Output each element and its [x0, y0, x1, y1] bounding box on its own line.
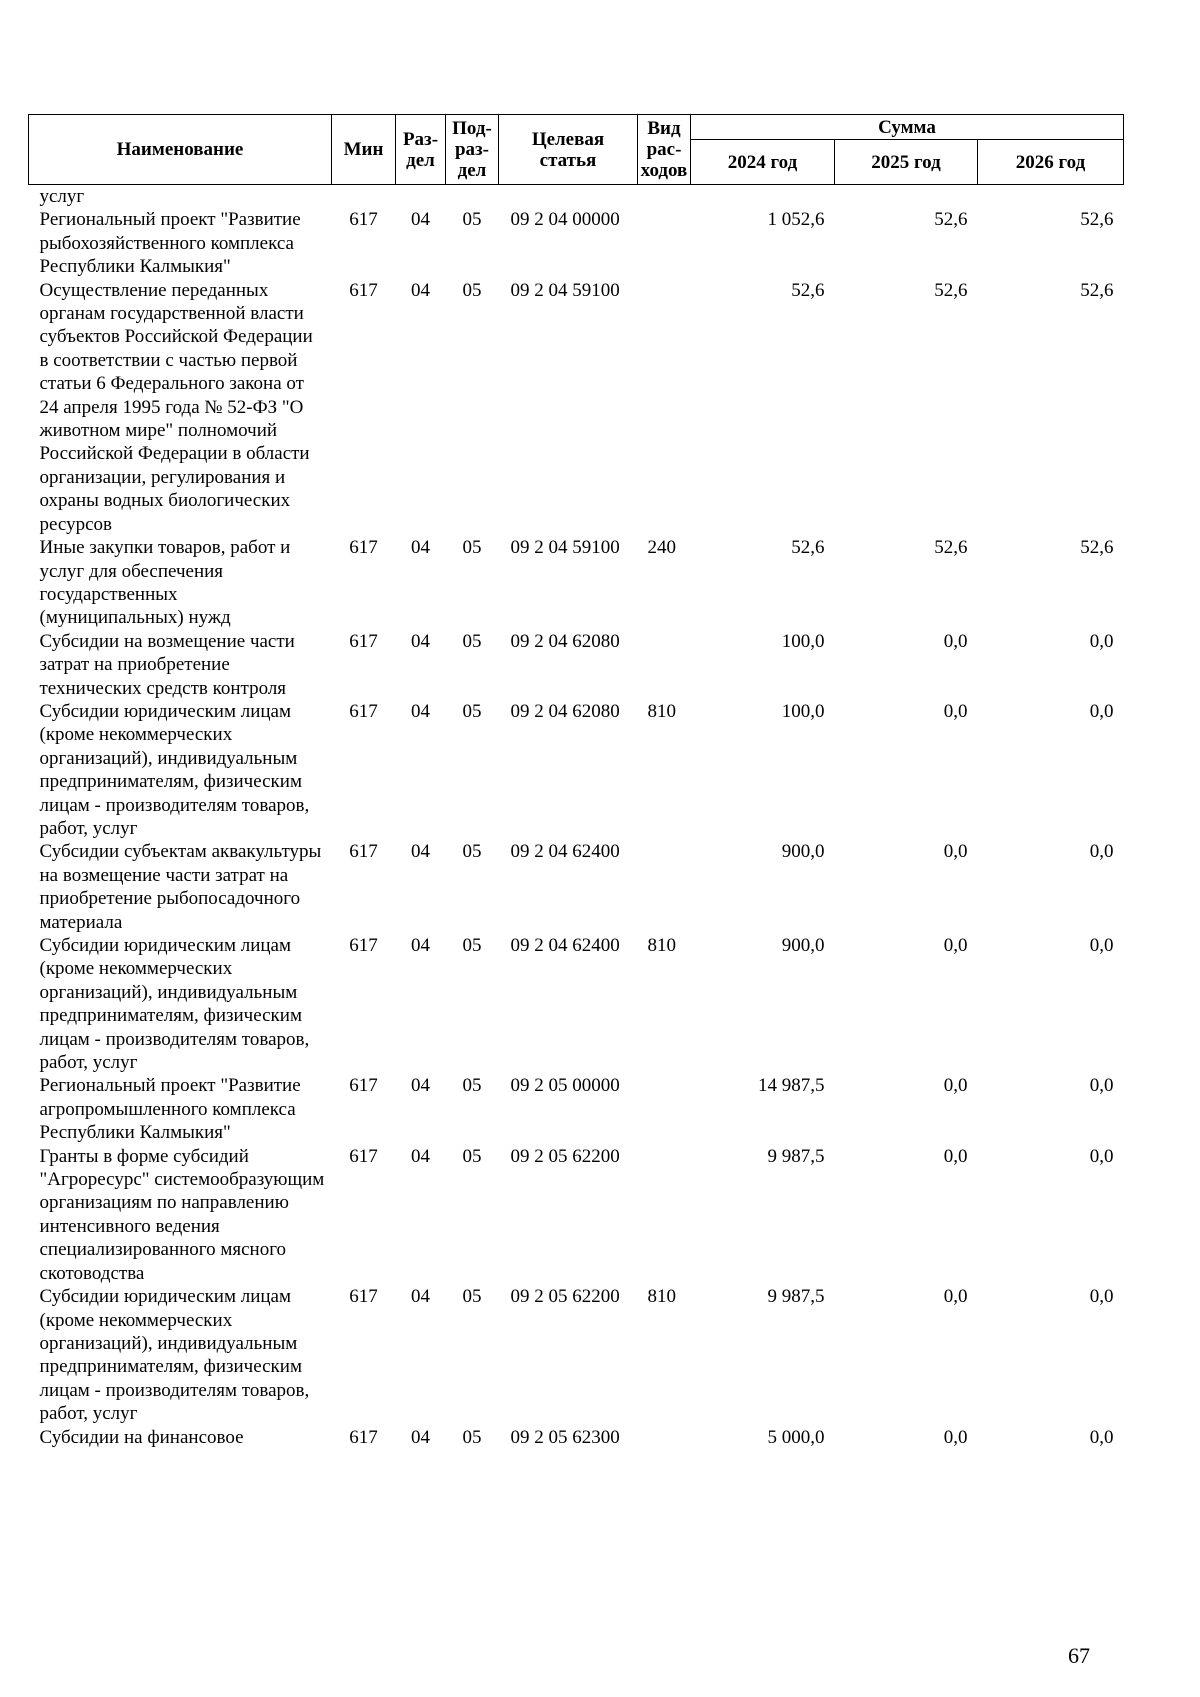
- cell-vid: 810: [647, 700, 676, 722]
- cell-celevaya: 09 2 04 59100: [510, 279, 620, 301]
- cell-2025: 52,6: [934, 279, 968, 301]
- budget-table: [28, 114, 1124, 1449]
- cell-2025: 0,0: [943, 841, 968, 863]
- cell-podrazdel: 05: [462, 537, 482, 559]
- cell-podrazdel: 05: [462, 841, 482, 863]
- cell-2025: 0,0: [943, 1075, 968, 1097]
- cell-min: 617: [349, 537, 378, 559]
- header-razdel: [396, 115, 446, 185]
- cell-celevaya: 09 2 05 00000: [510, 1075, 620, 1097]
- cell-podrazdel: 05: [462, 935, 482, 956]
- cell-name: Региональный проект "Развитие рыбохозяйственного комплекса Республики Калмыкия": [39, 209, 301, 278]
- cell-vid: 810: [647, 1286, 676, 1308]
- cell-vid: 240: [647, 537, 676, 559]
- cell-vid: [638, 185, 691, 209]
- header-2025: 2025 год: [835, 140, 978, 185]
- cell-podrazdel: 05: [462, 279, 482, 301]
- page-number: 67: [1068, 1643, 1090, 1668]
- cell-2025: 52,6: [934, 537, 968, 559]
- cell-razdel: 04: [411, 935, 430, 956]
- table-row: [29, 536, 1124, 630]
- cell-razdel: 04: [411, 209, 430, 231]
- cell-razdel: 04: [411, 279, 430, 301]
- cell-min: 617: [349, 841, 378, 863]
- cell-podrazdel: 05: [462, 1075, 482, 1097]
- cell-name: Субсидии юридическим лицам (кроме некоммерческих организаций), индивидуальным предпринимателям, физическим лицам - производителям товаров, работ, услуг: [39, 700, 310, 839]
- cell-2026: 0,0: [1089, 841, 1114, 863]
- cell-podrazdel: 05: [462, 630, 482, 652]
- cell-2024: 52,6: [791, 537, 825, 559]
- cell-podrazdel: 05: [462, 1145, 482, 1167]
- cell-2024: 900,0: [781, 841, 825, 863]
- header-celevaya: [499, 115, 638, 185]
- cell-min: 617: [349, 935, 378, 956]
- cell-2026: 0,0: [1089, 1426, 1114, 1448]
- cell-min: [332, 185, 396, 209]
- cell-razdel: 04: [411, 700, 430, 722]
- cell-2024: 900,0: [781, 935, 825, 956]
- table-row: [29, 840, 1124, 934]
- cell-celevaya: 09 2 04 00000: [510, 209, 620, 231]
- header-name: Наименование: [29, 115, 332, 185]
- cell-2026: [978, 185, 1124, 209]
- cell-celevaya: [499, 185, 638, 209]
- cell-2025: 0,0: [943, 935, 968, 956]
- cell-2024: 5 000,0: [767, 1426, 825, 1448]
- cell-name: Гранты в форме субсидий "Агроресурс" системообразующим организациям по направлению интенсивного ведения специализированного мясного скотоводства: [39, 1145, 325, 1284]
- cell-razdel: 04: [411, 1286, 430, 1308]
- cell-name: Региональный проект "Развитие агропромышленного комплекса Республики Калмыкия": [39, 1075, 301, 1144]
- header-celevaya-text: Целевая статья: [531, 128, 605, 171]
- cell-2026: 0,0: [1089, 1145, 1114, 1167]
- cell-2026: 0,0: [1089, 1286, 1114, 1308]
- cell-razdel: 04: [411, 1075, 430, 1097]
- table-row: [29, 934, 1124, 1074]
- table-row: [29, 700, 1124, 840]
- cell-podrazdel: [446, 185, 499, 209]
- cell-2025: [835, 185, 978, 209]
- header-podrazdel-text: Под- раз- дел: [452, 118, 492, 181]
- cell-2024: 9 987,5: [767, 1145, 825, 1167]
- cell-razdel: 04: [411, 1426, 430, 1448]
- cell-name: Субсидии юридическим лицам (кроме некоммерческих организаций), индивидуальным предпринимателям, физическим лицам - производителям товаров, работ, услуг: [39, 935, 310, 1074]
- cell-vid: [638, 840, 691, 934]
- cell-podrazdel: 05: [462, 700, 482, 722]
- cell-razdel: [396, 185, 446, 209]
- cell-name: Иные закупки товаров, работ и услуг для обеспечения государственных (муниципальных) нужд: [39, 537, 291, 629]
- cell-celevaya: 09 2 04 59100: [510, 537, 620, 559]
- cell-2026: 0,0: [1089, 700, 1114, 722]
- cell-2024: 100,0: [781, 630, 825, 652]
- cell-min: 617: [349, 1286, 378, 1308]
- header-vid: [638, 115, 691, 185]
- header-razdel-text: Раз- дел: [402, 128, 439, 171]
- header-min: Мин: [332, 115, 396, 185]
- cell-vid: [638, 630, 691, 700]
- cell-2025: 0,0: [943, 1426, 968, 1448]
- cell-min: 617: [349, 700, 378, 722]
- cell-name: услуг: [39, 186, 85, 207]
- cell-celevaya: 09 2 04 62400: [510, 841, 620, 863]
- table-body: [29, 185, 1124, 1449]
- cell-min: 617: [349, 1426, 378, 1448]
- cell-name: Субсидии субъектам аквакультуры на возмещение части затрат на приобретение рыбопосадочного материала: [39, 841, 322, 933]
- cell-celevaya: 09 2 04 62080: [510, 630, 620, 652]
- header-summa: Сумма: [691, 115, 1124, 140]
- cell-razdel: 04: [411, 841, 430, 863]
- cell-razdel: 04: [411, 1145, 430, 1167]
- cell-2025: 52,6: [934, 209, 968, 231]
- cell-name: Субсидии на возмещение части затрат на приобретение технических средств контроля: [39, 630, 295, 699]
- cell-2026: 0,0: [1089, 630, 1114, 652]
- cell-celevaya: 09 2 04 62080: [510, 700, 620, 722]
- cell-name: Субсидии юридическим лицам (кроме некоммерческих организаций), индивидуальным предпринимателям, физическим лицам - производителям товаров, работ, услуг: [39, 1286, 310, 1425]
- header-2026: 2026 год: [978, 140, 1124, 185]
- cell-podrazdel: 05: [462, 1426, 482, 1448]
- cell-min: 617: [349, 209, 378, 231]
- cell-vid: [638, 208, 691, 278]
- cell-2026: 52,6: [1080, 209, 1114, 231]
- cell-vid: [638, 1074, 691, 1144]
- cell-name: Субсидии на финансовое: [39, 1426, 244, 1448]
- cell-min: 617: [349, 630, 378, 652]
- cell-2026: 52,6: [1080, 537, 1114, 559]
- cell-podrazdel: 05: [462, 1286, 482, 1308]
- cell-podrazdel: 05: [462, 209, 482, 231]
- cell-vid: [638, 1426, 691, 1449]
- table-row: [29, 279, 1124, 536]
- cell-min: 617: [349, 1075, 378, 1097]
- header-podrazdel: [446, 115, 499, 185]
- cell-razdel: 04: [411, 537, 430, 559]
- table-row: [29, 1145, 1124, 1285]
- cell-2024: 52,6: [791, 279, 825, 301]
- cell-celevaya: 09 2 05 62300: [510, 1426, 620, 1448]
- table-row: [29, 1074, 1124, 1144]
- cell-2024: [691, 185, 835, 209]
- cell-celevaya: 09 2 04 62400: [510, 935, 620, 956]
- cell-2026: 0,0: [1089, 1075, 1114, 1097]
- cell-vid: [638, 1145, 691, 1285]
- table-row: [29, 208, 1124, 278]
- cell-2025: 0,0: [943, 1286, 968, 1308]
- cell-2026: 0,0: [1089, 935, 1114, 956]
- cell-min: 617: [349, 279, 378, 301]
- table-row: [29, 1285, 1124, 1425]
- cell-vid: 810: [647, 935, 676, 956]
- table-row: [29, 185, 1124, 209]
- cell-min: 617: [349, 1145, 378, 1167]
- table-row: [29, 1426, 1124, 1449]
- table-header: [29, 115, 1124, 185]
- cell-name: Осуществление переданных органам государственной власти субъектов Российской Федерации в соответствии с частью первой статьи 6 Федерального закона от 24 апреля 1995 года № 52-ФЗ "О животном мире" полномочий Российской Федерации в области организации, регулирования и охраны водных биологических ресурсов: [39, 279, 313, 535]
- header-2024: 2024 год: [691, 140, 835, 185]
- cell-2024: 14 987,5: [758, 1075, 825, 1097]
- cell-2026: 52,6: [1080, 279, 1114, 301]
- cell-celevaya: 09 2 05 62200: [510, 1286, 620, 1308]
- cell-2024: 9 987,5: [767, 1286, 825, 1308]
- header-vid-text: Вид рас- ходов: [640, 118, 688, 181]
- cell-2024: 1 052,6: [767, 209, 825, 231]
- cell-2025: 0,0: [943, 1145, 968, 1167]
- table-row: [29, 630, 1124, 700]
- cell-vid: [638, 279, 691, 536]
- cell-2025: 0,0: [943, 700, 968, 722]
- cell-2025: 0,0: [943, 630, 968, 652]
- cell-razdel: 04: [411, 630, 430, 652]
- cell-2024: 100,0: [781, 700, 825, 722]
- cell-celevaya: 09 2 05 62200: [510, 1145, 620, 1167]
